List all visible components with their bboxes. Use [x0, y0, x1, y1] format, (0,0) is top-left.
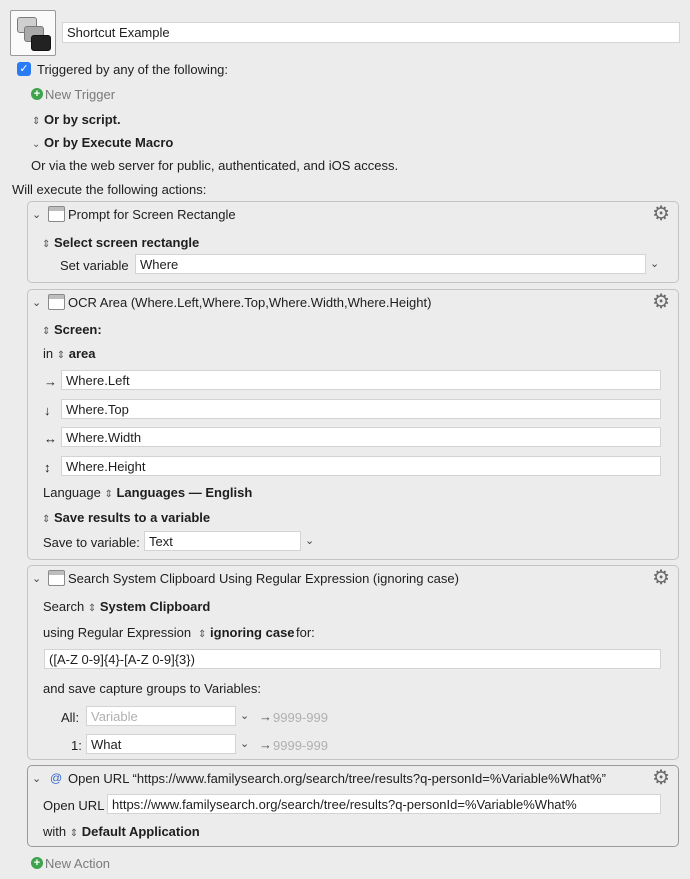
- area-label: area: [68, 346, 96, 361]
- updown-icon: ⇕: [42, 326, 51, 337]
- updown-icon: ⇕: [32, 116, 41, 127]
- chevron-down-icon[interactable]: ⌄: [305, 535, 315, 547]
- action-open-url: [27, 765, 679, 847]
- case-value: ignoring case: [210, 625, 295, 640]
- will-execute-label: Will execute the following actions:: [12, 182, 207, 197]
- new-action-plus-icon[interactable]: +: [31, 857, 43, 869]
- language-label: Language: [43, 485, 101, 500]
- updown-icon: ⇕: [198, 629, 207, 640]
- collapse-chevron-icon[interactable]: ⌄: [32, 209, 42, 221]
- width-arrow-icon: ↔: [44, 431, 57, 446]
- url-field[interactable]: https://www.familysearch.org/search/tree/results?q-personId=%Variable%What%: [107, 794, 661, 814]
- where-top-field[interactable]: Where.Top: [61, 399, 661, 419]
- group-all-result: 9999-999: [273, 710, 328, 725]
- group-1-label: 1:: [71, 738, 82, 753]
- set-variable-field[interactable]: Where: [135, 254, 646, 274]
- select-rectangle-label: Select screen rectangle: [54, 235, 200, 250]
- screen-popup[interactable]: [42, 322, 102, 337]
- updown-icon: ⇕: [104, 489, 113, 500]
- macro-icon[interactable]: [10, 10, 56, 56]
- height-arrow-icon: ↕: [44, 460, 51, 475]
- open-url-label: Open URL: [43, 798, 105, 813]
- where-left-field[interactable]: Where.Left: [61, 370, 661, 390]
- new-trigger-button[interactable]: New Trigger: [45, 87, 116, 102]
- updown-icon: ⇕: [56, 350, 66, 361]
- search-value: System Clipboard: [99, 599, 211, 614]
- collapse-chevron-icon[interactable]: ⌄: [32, 773, 42, 785]
- or-by-execute-toggle[interactable]: [32, 135, 173, 150]
- clipboard-icon: [48, 570, 65, 586]
- search-source-popup[interactable]: [43, 599, 210, 614]
- save-results-popup[interactable]: [42, 510, 210, 525]
- chevron-down-icon[interactable]: ⌄: [240, 738, 250, 750]
- in-label: in: [43, 346, 54, 361]
- gear-icon[interactable]: ⚙: [652, 291, 670, 313]
- application-value: Default Application: [81, 824, 200, 839]
- chevron-down-icon[interactable]: ⌄: [650, 258, 660, 270]
- screen-label: Screen:: [54, 322, 102, 337]
- area-popup[interactable]: [43, 346, 96, 361]
- down-arrow-icon: ↓: [44, 403, 51, 418]
- at-sign-icon: @: [50, 771, 63, 785]
- or-by-script-toggle[interactable]: [32, 112, 121, 127]
- window-icon: [48, 294, 65, 310]
- regex-field[interactable]: ([A-Z 0-9]{4}-[A-Z 0-9]{3}): [44, 649, 661, 669]
- or-by-script-label: Or by script.: [44, 112, 121, 127]
- gear-icon[interactable]: ⚙: [652, 767, 670, 789]
- group-all-label: All:: [61, 710, 80, 725]
- updown-icon: ⇕: [42, 239, 51, 250]
- action-title: Search System Clipboard Using Regular Expression (ignoring case): [68, 571, 459, 586]
- with-label: with: [43, 824, 67, 839]
- save-results-label: Save results to a variable: [54, 510, 211, 525]
- updown-icon: ⇕: [42, 514, 51, 525]
- action-search-clipboard-regex: [27, 565, 679, 760]
- chevron-down-icon: ⌄: [32, 139, 41, 150]
- action-title: Open URL “https://www.familysearch.org/search/tree/results?q-personId=%Variable%What%”: [68, 771, 606, 786]
- language-popup[interactable]: [43, 485, 252, 500]
- macro-title-field[interactable]: Shortcut Example: [62, 22, 680, 43]
- gear-icon[interactable]: ⚙: [652, 567, 670, 589]
- search-label: Search: [43, 599, 85, 614]
- gear-icon[interactable]: ⚙: [652, 203, 670, 225]
- set-variable-label: Set variable: [60, 258, 129, 273]
- save-to-variable-field[interactable]: Text: [144, 531, 301, 551]
- triggered-label: Triggered by any of the following:: [37, 62, 229, 77]
- web-server-text: Or via the web server for public, authenticated, and iOS access.: [31, 158, 399, 173]
- application-popup[interactable]: [43, 824, 200, 839]
- new-trigger-plus-icon[interactable]: +: [31, 88, 43, 100]
- right-arrow-icon: →: [259, 709, 272, 724]
- or-by-execute-label: Or by Execute Macro: [44, 135, 174, 150]
- select-rectangle-popup[interactable]: [42, 235, 199, 250]
- window-icon: [48, 206, 65, 222]
- capture-groups-label: and save capture groups to Variables:: [43, 681, 262, 696]
- action-title: Prompt for Screen Rectangle: [68, 207, 236, 222]
- collapse-chevron-icon[interactable]: ⌄: [32, 573, 42, 585]
- left-arrow-icon: →: [44, 374, 57, 389]
- updown-icon: ⇕: [87, 603, 97, 614]
- save-to-variable-label: Save to variable:: [43, 535, 140, 550]
- chevron-down-icon[interactable]: ⌄: [240, 710, 250, 722]
- right-arrow-icon: →: [259, 737, 272, 752]
- language-value: Languages — English: [116, 485, 253, 500]
- new-action-button[interactable]: New Action: [45, 856, 111, 871]
- action-prompt-screen-rectangle: [27, 201, 679, 283]
- where-height-field[interactable]: Where.Height: [61, 456, 661, 476]
- case-popup[interactable]: [198, 625, 295, 640]
- action-ocr-area: [27, 289, 679, 560]
- where-width-field[interactable]: Where.Width: [61, 427, 661, 447]
- for-label: for:: [296, 625, 315, 640]
- group-1-variable-field[interactable]: What: [86, 734, 236, 754]
- action-title: OCR Area (Where.Left,Where.Top,Where.Width,Where.Height): [68, 295, 432, 310]
- updown-icon: ⇕: [69, 828, 79, 839]
- collapse-chevron-icon[interactable]: ⌄: [32, 297, 42, 309]
- group-1-result: 9999-999: [273, 738, 328, 753]
- group-all-variable-field[interactable]: Variable: [86, 706, 236, 726]
- triggered-checkbox[interactable]: ✓: [17, 62, 31, 76]
- using-regex-label: using Regular Expression: [43, 625, 192, 640]
